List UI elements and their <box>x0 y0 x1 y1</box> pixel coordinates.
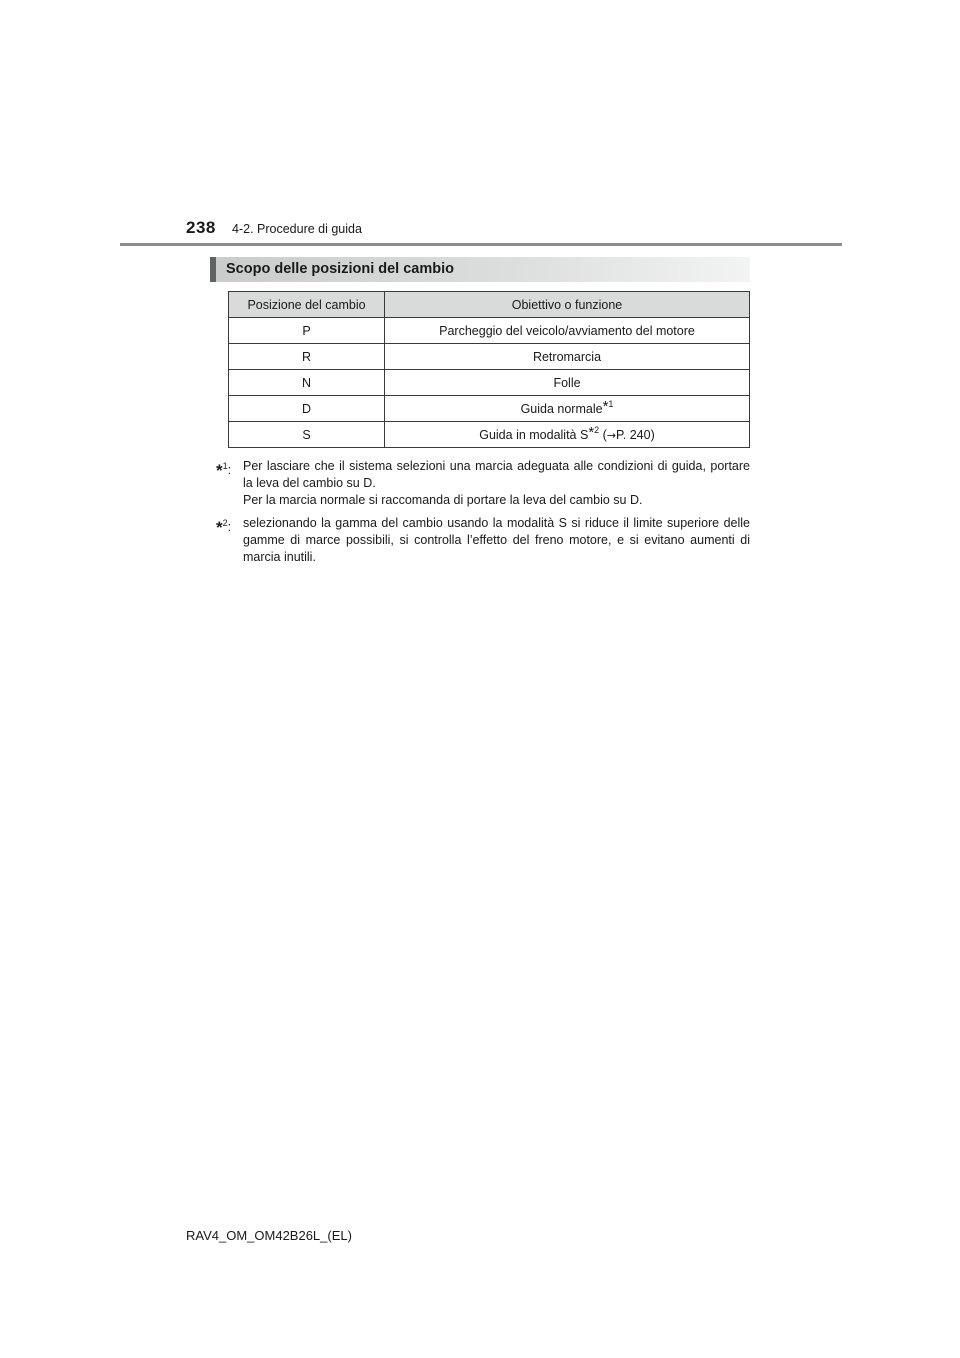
column-header-position: Posizione del cambio <box>229 292 385 318</box>
cell-position: N <box>229 370 385 396</box>
footnote-text: Per lasciare che il sistema selezioni una marcia adeguata alle condizioni di guida, portare la leva del cambio su D. <box>243 459 750 490</box>
function-text: Guida in modalità S <box>479 427 589 442</box>
footnote-mark: *$^2$: <box>216 518 232 537</box>
cell-position: R <box>229 344 385 370</box>
cell-position: P <box>229 318 385 344</box>
cell-position: S <box>229 422 385 448</box>
table-header-row <box>229 292 750 318</box>
section-path: 4-2. Procedure di guida <box>232 222 362 236</box>
cell-function: Guida in modalità $S^{*^2}$ (→P. 240) <box>385 422 750 448</box>
table-row <box>229 344 750 370</box>
footnote-text: selezionando la gamma del cambio usando la modalità S si riduce il limite superiore delle gamme di marce possibili, si controlla l’effetto del freno motore, e si evitano aumenti di marcia inutili. <box>243 516 750 564</box>
function-text: Guida normale <box>520 401 603 416</box>
footnote-ref-number: 1 <box>608 398 614 409</box>
cell-function: Parcheggio del veicolo/avviamento del motore <box>385 318 750 344</box>
cell-function <box>385 396 750 422</box>
footnote <box>216 458 750 509</box>
cell-position: D <box>229 396 385 422</box>
column-header-function: Obiettivo o funzione <box>385 292 750 318</box>
header-rule <box>120 243 842 246</box>
cell-function: Retromarcia <box>385 344 750 370</box>
document-code: RAV4_OM_OM42B26L_(EL) <box>186 1228 352 1243</box>
table-row <box>229 396 750 422</box>
footnote <box>216 515 750 566</box>
page-reference-link[interactable]: P. 240 <box>616 427 651 442</box>
footnote-mark: *$^1$: <box>216 461 232 480</box>
table-row <box>229 422 750 448</box>
footnote-ref-number: 2 <box>594 424 600 435</box>
page-number: 238 <box>186 218 216 237</box>
shift-position-table <box>228 291 750 448</box>
arrow-icon: → <box>606 428 617 442</box>
cell-function: Folle <box>385 370 750 396</box>
footnotes <box>216 458 750 572</box>
table-row <box>229 370 750 396</box>
section-heading-text: Scopo delle posizioni del cambio <box>226 261 455 277</box>
footnote-text: Per la marcia normale si raccomanda di portare la leva del cambio su D. <box>243 493 643 507</box>
footnote-ref: *2 <box>588 423 600 441</box>
table-row <box>229 318 750 344</box>
section-heading <box>210 257 750 282</box>
footnote-ref: *1 <box>602 397 614 415</box>
